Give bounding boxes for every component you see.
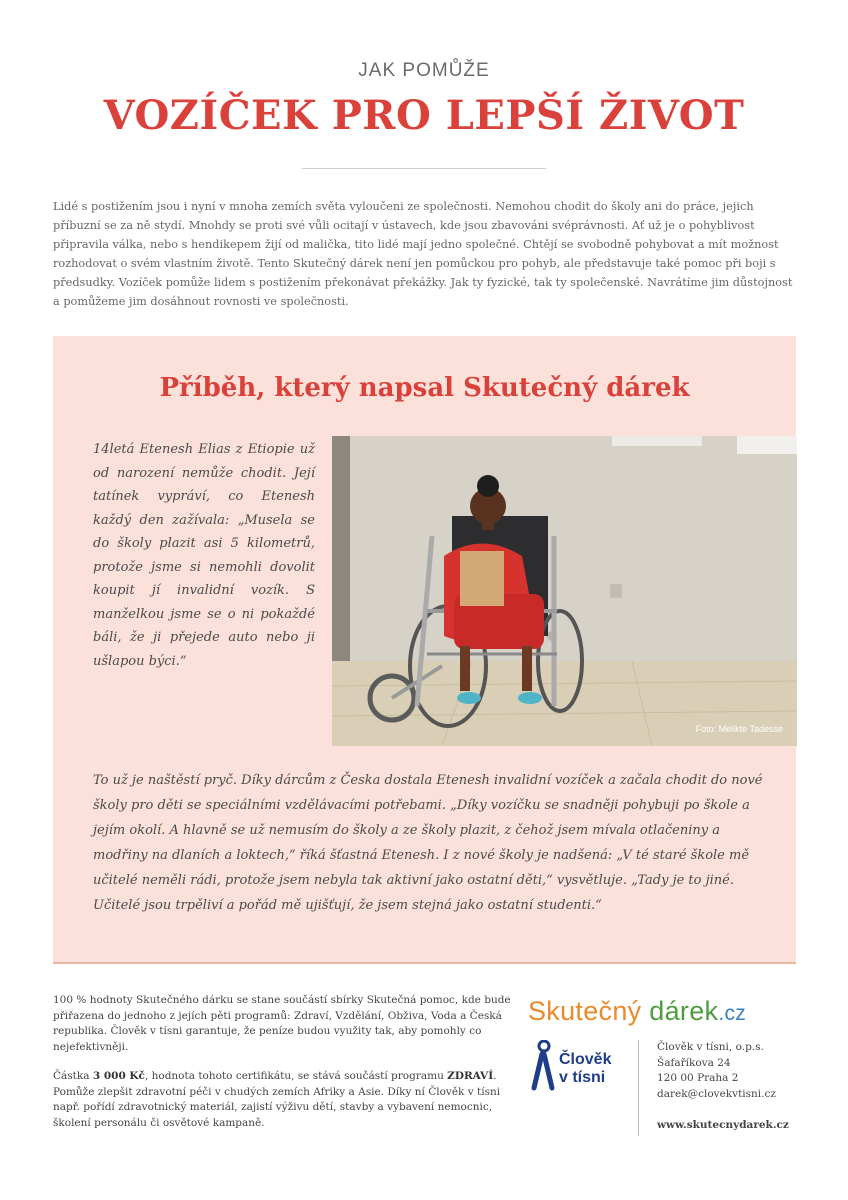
clovek-v-tisni-wordmark: Člověk v tísni (559, 1051, 612, 1086)
page-kicker: JAK POMŮŽE (358, 60, 490, 81)
footer-paragraph-1: 100 % hodnoty Skutečného dárku se stane součástí sbírky Skutečná pomoc, kde bude přiřazena do jednoho z jejích pěti programů: Zdraví, Vzdělání, Obživa, Voda a Česká republika. Člověk v tísni garantuje, že peníze budou využity tak, aby pomohly co nejefektivněji. (53, 994, 511, 1053)
footer-paragraph-2: Částka 3 000 Kč, hodnota tohoto certifikátu, se stává součástí programu ZDRAVÍ. Pomůže zlepšit zdravotní péči v chudých zemích Afriky a Asie. Díky ní Člověk v tísni např. pořídí zdravotnický materiál, zajistí výživu dětí, stavby a vybavení nemocnic, školení personálu či osvětové kampaně. (53, 1070, 501, 1129)
story-photo (332, 436, 797, 746)
story-body-text: To už je naštěstí pryč. Díky dárcům z Česka dostala Etenesh invalidní vozíček a začala chodit do nové školy pro děti se speciálními vzdělávacími potřebami. „Díky vozíčku se snadněji pohybuji po škole a jejím okolí. A hlavně se už nemusím do školy a ze školy plazit, z čehož jsem mívala otlačeniny a modřiny na dlaních a loktech,“ říká šťastná Etenesh. I z nové školy je nadšená: „V té staré škole mě učitelé neměli rádi, protože jsem nebyla tak aktivní jako ostatní děti,“ vysvětluje. „Tady je to jiné. Učitelé jsou trpěliví a pořád mě ujišťují, že jsem stejná jako ostatní studenti.“ (93, 773, 763, 913)
certificate-amount: 3 000 Kč (92, 1070, 145, 1082)
contact-org: Člověk v tísni, o.p.s. (657, 1041, 764, 1053)
title-divider (302, 168, 546, 169)
intro-paragraph: Lidé s postižením jsou i nyní v mnoha zemích světa vyloučeni ze společnosti. Nemohou chodit do školy ani do práce, jejich příbuzní se za ně stydí. Mnohdy se proti své vůli ocitají v ústavech, kde jsou zbavováni svéprávnosti. Ať už je o pohyblivost připravila válka, nebo s hendikepem žijí od malička, tito lidé mají jedno společné. Chtějí se svobodně pohybovat a mít možnost rozhodovat o svém vlastním životě. Tento Skutečný dárek není jen pomůckou pro pohyb, ale představuje také pomoc při boji s předsudky. Vozíček pomůže lidem s postižením překonávat překážky. Jak ty fyzické, tak ty společenské. Navrátíme jim důstojnost a pomůžeme jim dosáhnout rovnosti ve společnosti. (53, 200, 793, 308)
contact-block (657, 1040, 776, 1102)
contact-email[interactable]: darek@clovekvtisni.cz (657, 1087, 776, 1100)
footer-divider (638, 1040, 639, 1136)
website-link[interactable]: www.skutecnydarek.cz (657, 1119, 789, 1131)
footer-info (53, 993, 515, 1145)
contact-street: Šafaříkova 24 (657, 1056, 731, 1069)
photo-credit: Foto: Melikte Tadesse (695, 724, 783, 734)
girl-in-wheelchair-illustration (332, 436, 797, 746)
page-title: VOZÍČEK PRO LEPŠÍ ŽIVOT (103, 92, 745, 139)
contact-city: 120 00 Praha 2 (657, 1072, 739, 1084)
skutecny-darek-logo: Skutečný dárek.cz (528, 996, 747, 1026)
story-title: Příběh, který napsal Skutečný dárek (159, 373, 690, 403)
story-panel-border (53, 962, 796, 964)
program-name: ZDRAVÍ (447, 1070, 494, 1082)
story-lead-text: 14letá Etenesh Elias z Etiopie už od narození nemůže chodit. Její tatínek vypráví, co Etenesh každý den zažívala: „Musela se do školy plazit asi 5 kilometrů, protože jsme si nemohli dovolit koupit jí invalidní vozík. S manželkou jsme se o ni pokaždé báli, že ji přejede auto nebo ji ušlapou býci.“ (93, 442, 315, 669)
